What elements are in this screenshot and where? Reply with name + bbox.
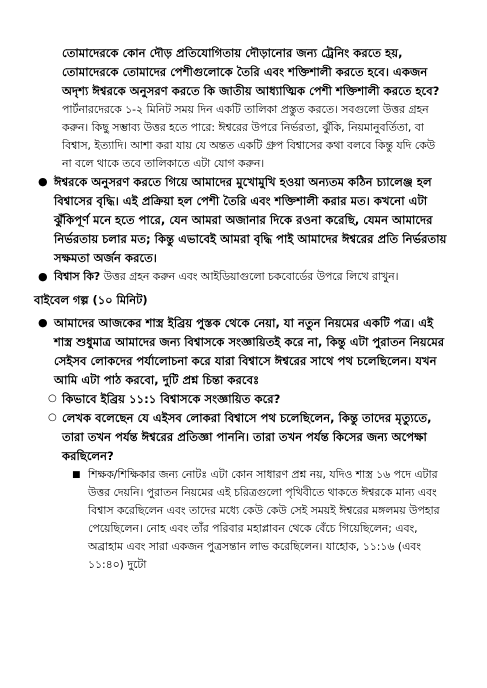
faith-instruction: উত্তর গ্রহন করুন এবং আইডিয়াগুলো চকবোর্ডের উপরে লিখে রাখুন। bbox=[100, 270, 399, 283]
bullet-dot-icon: ● bbox=[38, 270, 48, 283]
bullet-what-is-faith bbox=[30, 268, 447, 286]
bullet-dot-icon: ● bbox=[38, 175, 48, 188]
faith-question: বিশ্বাস কি? bbox=[54, 270, 101, 283]
square-bullet-icon: ■ bbox=[72, 470, 81, 480]
intro-question: তোমাদেরকে কোন দৌড় প্রতিযোগিতায় দৌড়ানোর জন্য ট্রেনিং করতে হয়, তোমাদেরকে তোমাদের পেশীগুলোকে তৈরি এবং শক্তিশালী করতে হবে। একজন অদৃশ্য ঈশ্বরকে অনুসরণ করতে কি জাতীয় আধ্যাত্মিক পেশী শক্তিশালী করতে হবে? bbox=[62, 46, 440, 98]
bullet-dot-icon: ● bbox=[38, 316, 48, 329]
sub-bullet-text: লেখক বলেছেন যে এইসব লোকরা বিশ্বাসে পথ চলেছিলেন, কিন্তু তাদের মৃত্যুতে, তারা তখন পর্যন্ত ঈশ্বরের প্রতিজ্ঞা পাননি। তারা তখন পর্যন্ত কিসের জন্য অপেক্ষা করছিলেন? bbox=[62, 411, 432, 463]
teacher-note bbox=[72, 466, 447, 574]
bullet-text: ঈশ্বরকে অনুসরণ করতে গিয়ে আমাদের মুখোমুখি হওয়া অন্যতম কঠিন চ্যালেঞ্জ হল বিশ্বাসের বৃদ্ধি। এই প্রক্রিয়া হল পেশী তৈরি এবং শক্তিশালী করার মত। কখনো এটা ঝুঁকিপূর্ণ মনে হতে পারে, যেন আমরা অজানার দিকে রওনা করেছি, যেমন আমাদের নির্ভরতায় চলার মত; কিন্তু এভাবেই আমরা বৃদ্ধি পাই আমাদের ঈশ্বরের প্রতি নির্ভরতায় সক্ষমতা অর্জন করতে। bbox=[54, 175, 447, 265]
partner-instructions: পার্টনারদেরকে ১-২ মিনিট সময় দিন একটি তালিকা প্রস্তুত করতে। সবগুলো উত্তর গ্রহন করুন। কিছু সম্ভাব্য উত্তর হতে পারে: ঈশ্বরের উপরে নির্ভরতা, ঝুঁকি, নিয়মানুবর্তিতা, বা বিশ্বাস, ইত্যাদি। আশা করা যায় যে অন্তত একটি গ্রুপ বিশ্বাসের কথা বলবে কিন্তু যদি কেউ না বলে থাকে তবে তালিকাতে এটা যোগ করুন। bbox=[62, 103, 436, 170]
hollow-circle-icon: ○ bbox=[48, 393, 57, 404]
sub-bullet-waiting-question bbox=[48, 409, 447, 466]
bullet-text: আমাদের আজকের শাস্ত্র ইব্রিয় পুস্তক থেকে নেয়া, যা নতুন নিয়মের একটি পত্র। এই শাস্ত্র শুধুমাত্র আমাদের জন্য বিশ্বাসকে সংজ্ঞায়িতই করে না, কিন্তু এটা পুরাতন নিয়মের সেইসব লোকদের পর্যালোচনা করে যারা বিশ্বাসে ঈশ্বরের সাথে পথ চলেছিলেন। যখন আমি এটা পাঠ করবো, দুটি প্রশ্ন চিন্তা করবেঃ bbox=[54, 316, 445, 387]
bullet-scripture-intro bbox=[30, 314, 447, 390]
bullet-text bbox=[54, 268, 447, 286]
section-heading: বাইবেল গল্প (১০ মিনিট) bbox=[34, 293, 148, 307]
teacher-note-text: শিক্ষক/শিক্ষিকার জন্য নোটঃ এটা কোন সাধারণ প্রশ্ন নয়, যদিও শাস্ত্র ১৬ পদে এটার উত্তর দেয়নি। পুরাতন নিয়মের এই চরিত্রগুলো পৃথিবীতে থাকতে ঈশ্বরকে মান্য এবং বিশ্বাস করেছিলেন এবং তাদের মধ্যে কেউ কেউ সেই সময়ই ঈশ্বরের মঙ্গলময় উপহার পেয়েছিলেন। নোহ এবং তাঁর পরিবার মহাপ্লাবন থেকে বেঁচে গিয়েছিলেন; এবং, অব্রাহাম এবং সারা একজন পুত্রসন্তান লাভ করেছিলেন। যাহোক, ১১:১৬ (এবং ১১:৪০) দুটো bbox=[88, 468, 440, 571]
sub-bullet-text: কিভাবে ইব্রিয় ১১:১ বিশ্বাসকে সংজ্ঞায়িত করে? bbox=[62, 392, 281, 406]
bullet-faith-challenge bbox=[30, 173, 447, 268]
hollow-circle-icon: ○ bbox=[48, 412, 57, 423]
sub-bullet-hebrews-definition bbox=[48, 390, 447, 409]
